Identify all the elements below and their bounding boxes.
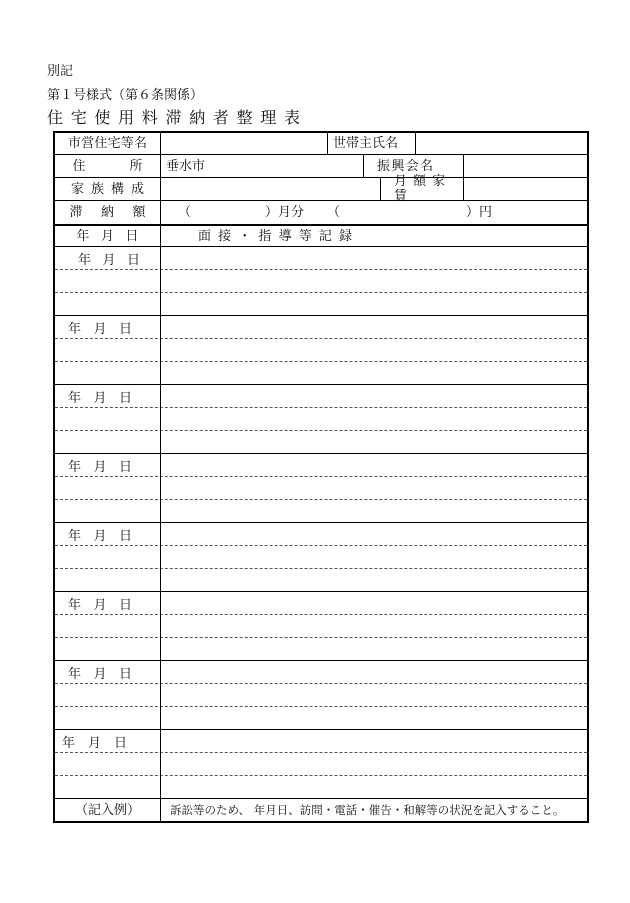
record-date-label: 年 月 日 bbox=[68, 528, 132, 544]
record-date-cell bbox=[78, 247, 140, 269]
housing-name-value bbox=[160, 133, 327, 154]
dashed-rule bbox=[55, 269, 587, 270]
record-date-label: 年 月 日 bbox=[68, 321, 132, 337]
arrears-months-suffix: ）月分 bbox=[265, 205, 305, 220]
record-entry bbox=[55, 661, 587, 730]
title-text: 住 宅 使 用 料 滞 納 者 整 理 表 bbox=[47, 108, 300, 127]
record-date-cell bbox=[68, 316, 132, 338]
arrears-record-sheet bbox=[53, 131, 589, 823]
arrears-label: 滞 納 額 bbox=[69, 205, 146, 220]
record-entry bbox=[55, 385, 587, 454]
record-date-label: 年 月 日 bbox=[68, 666, 132, 682]
record-date-label: 年 月 日 bbox=[68, 459, 132, 475]
dashed-rule bbox=[55, 637, 587, 638]
example-label: （記入例） bbox=[74, 802, 140, 818]
arrears-label-cell bbox=[55, 201, 160, 224]
family-label-cell bbox=[55, 178, 160, 200]
record-date-label: 年 月 日 bbox=[78, 252, 140, 268]
record-date-cell bbox=[68, 661, 132, 683]
appendix-note: 別記 bbox=[47, 64, 74, 79]
dashed-rule bbox=[55, 614, 587, 615]
householder-value bbox=[415, 133, 587, 154]
family-row bbox=[55, 174, 587, 204]
record-entry bbox=[55, 454, 587, 523]
record-entry bbox=[55, 592, 587, 661]
address-value: 垂水市 bbox=[166, 158, 206, 174]
records-header-row bbox=[55, 226, 587, 247]
dashed-rule bbox=[55, 775, 587, 776]
record-entry bbox=[55, 523, 587, 592]
dashed-rule bbox=[55, 338, 587, 339]
family-label: 家 族 構 成 bbox=[71, 181, 144, 197]
rent-label: 月額家賃 bbox=[394, 174, 445, 204]
address-row bbox=[55, 155, 587, 178]
dashed-rule bbox=[55, 499, 587, 500]
record-date-label: 年 月 日 bbox=[62, 735, 127, 751]
date-header-cell bbox=[55, 226, 160, 246]
arrears-yen-suffix: ）円 bbox=[466, 205, 493, 220]
address-label: 住 所 bbox=[72, 158, 143, 174]
record-entry bbox=[55, 247, 587, 316]
record-date-label: 年 月 日 bbox=[68, 390, 132, 406]
date-header: 年 月 日 bbox=[76, 228, 139, 244]
record-date-cell bbox=[68, 454, 132, 476]
record-date-cell bbox=[68, 523, 132, 545]
page-title bbox=[47, 109, 300, 127]
example-row bbox=[55, 799, 587, 821]
record-date-cell bbox=[68, 385, 132, 407]
housing-row bbox=[55, 133, 587, 155]
householder-label-cell bbox=[327, 133, 415, 154]
record-header-cell bbox=[160, 226, 587, 246]
dashed-rule bbox=[55, 430, 587, 431]
dashed-rule bbox=[55, 706, 587, 707]
housing-name-label: 市営住宅等名 bbox=[68, 136, 147, 151]
householder-label: 世帯主氏名 bbox=[333, 136, 399, 151]
example-text: 訴訟等のため、 年月日、訪問・電話・催告・和解等の状況を記入すること。 bbox=[170, 802, 565, 817]
dashed-rule bbox=[55, 292, 587, 293]
association-label: 振興会名 bbox=[377, 158, 433, 174]
dashed-rule bbox=[55, 683, 587, 684]
association-value bbox=[463, 155, 587, 177]
dashed-rule bbox=[55, 752, 587, 753]
record-date-cell bbox=[62, 730, 127, 752]
dashed-rule bbox=[55, 545, 587, 546]
dashed-rule bbox=[55, 407, 587, 408]
record-header: 面 接 ・ 指 導 等 記 録 bbox=[198, 228, 352, 244]
rent-value bbox=[463, 178, 587, 200]
form-number: 第１号様式（第６条関係） bbox=[47, 88, 204, 103]
record-entry bbox=[55, 730, 587, 799]
record-date-label: 年 月 日 bbox=[68, 597, 132, 613]
dashed-rule bbox=[55, 361, 587, 362]
address-label-cell bbox=[55, 155, 160, 177]
dashed-rule bbox=[55, 568, 587, 569]
rent-label-cell bbox=[380, 174, 463, 204]
family-value bbox=[160, 178, 380, 200]
arrears-yen-open-paren: （ bbox=[327, 205, 341, 220]
dashed-rule bbox=[55, 476, 587, 477]
arrears-row bbox=[55, 201, 587, 226]
arrears-value-cell bbox=[160, 201, 587, 224]
housing-name-label-cell bbox=[55, 133, 160, 154]
column-divider bbox=[160, 133, 161, 821]
record-date-cell bbox=[68, 592, 132, 614]
arrears-months-open-paren: （ bbox=[178, 205, 192, 220]
record-entry bbox=[55, 316, 587, 385]
